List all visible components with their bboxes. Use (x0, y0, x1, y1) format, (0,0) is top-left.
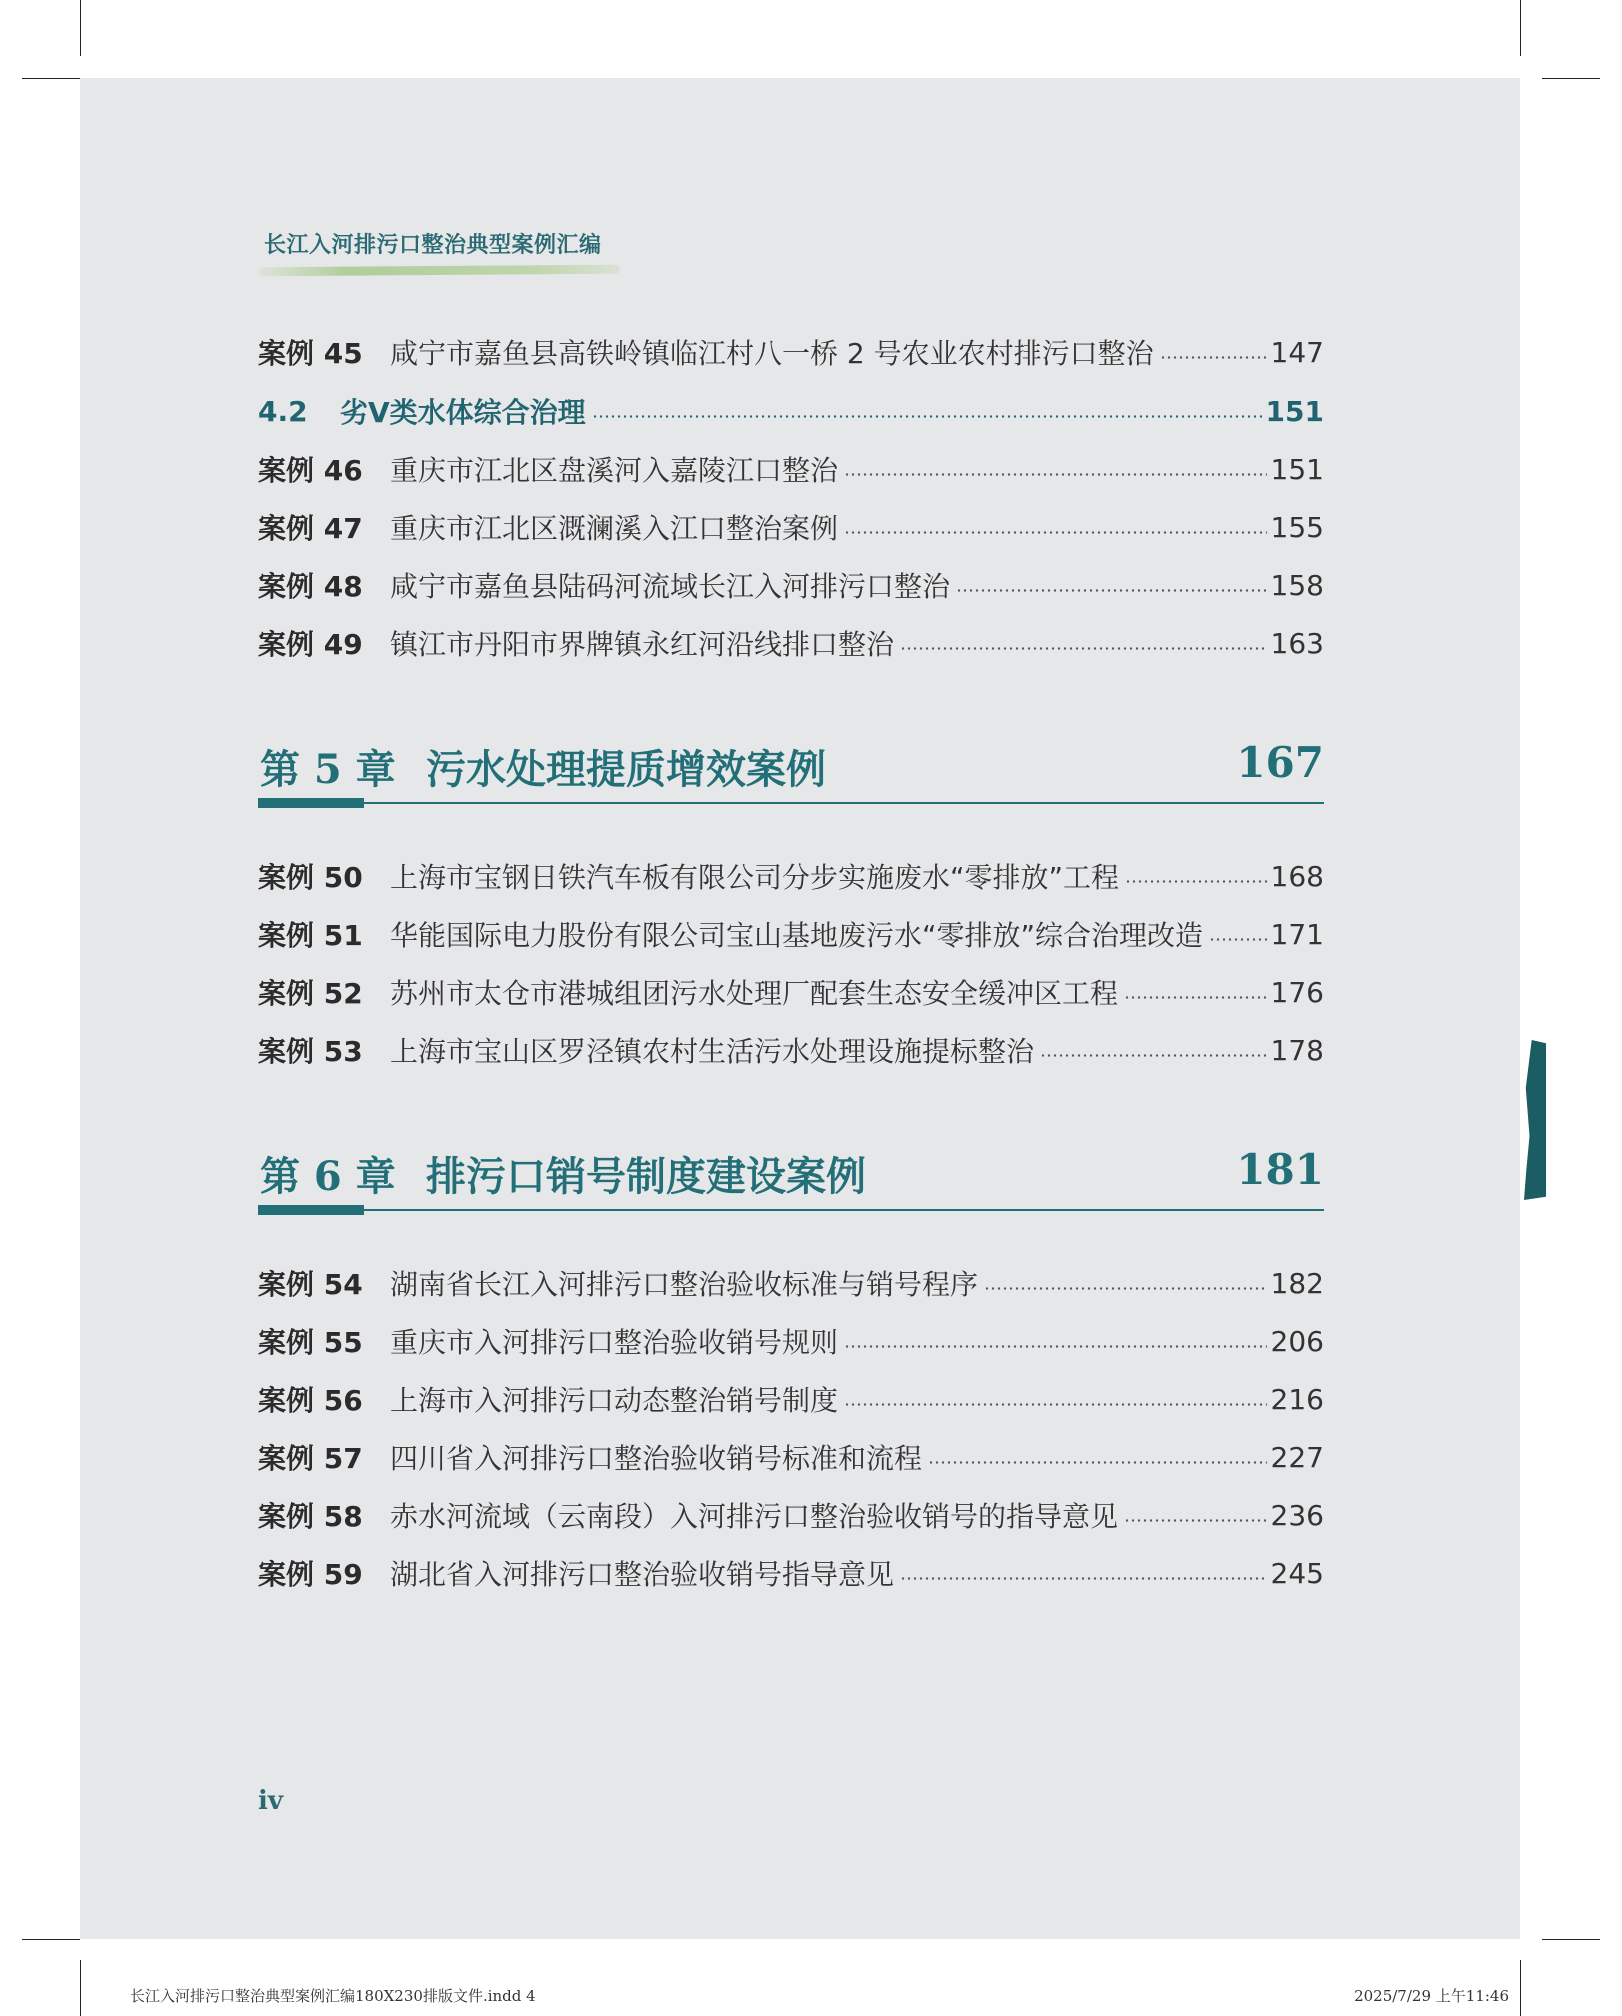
dot-leader (1124, 996, 1267, 999)
toc-case-number: 案例 56 (258, 1384, 363, 1417)
toc-case-number: 案例 53 (258, 1035, 363, 1068)
toc-entry[interactable] (258, 623, 1324, 663)
crop-mark (22, 78, 80, 79)
dot-leader (1209, 938, 1267, 941)
toc-title: 赤水河流域（云南段）入河排污口整治验收销号的指导意见 (390, 1500, 1119, 1533)
chapter-page-number: 181 (1236, 1145, 1324, 1194)
dot-leader (1040, 1054, 1267, 1057)
dot-leader (844, 531, 1267, 534)
dot-leader (844, 473, 1267, 476)
toc-case-number: 案例 50 (258, 861, 363, 894)
dot-leader (928, 1461, 1267, 1464)
toc-page-number: 176 (1270, 975, 1324, 1009)
toc-entry[interactable] (258, 1263, 1324, 1303)
toc-entry[interactable] (258, 449, 1324, 489)
chapter-title: 排污口销号制度建设案例 (426, 1153, 866, 1200)
toc-section-entry[interactable] (258, 391, 1324, 431)
toc-page-number: 147 (1270, 335, 1324, 369)
toc-entry[interactable] (258, 856, 1324, 896)
chapter-rule (258, 802, 1324, 804)
toc-title: 咸宁市嘉鱼县高铁岭镇临江村八一桥 2 号农业农村排污口整治 (390, 337, 1154, 370)
dot-leader (844, 1345, 1267, 1348)
toc-section-number: 4.2 (258, 394, 308, 428)
toc-entry[interactable] (258, 1030, 1324, 1070)
toc-entry[interactable] (258, 914, 1324, 954)
toc-title: 四川省入河排污口整治验收销号标准和流程 (390, 1442, 923, 1475)
dot-leader (1160, 356, 1267, 359)
toc-entry[interactable] (258, 1379, 1324, 1419)
toc-entry[interactable] (258, 332, 1324, 372)
toc-case-number: 案例 46 (258, 454, 363, 487)
toc-section-title: 劣Ⅴ类水体综合治理 (340, 396, 586, 429)
toc-case-number: 案例 58 (258, 1500, 363, 1533)
toc-title: 华能国际电力股份有限公司宝山基地废污水“零排放”综合治理改造 (390, 919, 1204, 952)
slug-datetime: 2025/7/29 上午11:46 (1354, 1987, 1509, 2005)
toc-case-number: 案例 55 (258, 1326, 363, 1359)
running-head: 长江入河排污口整治典型案例汇编 (264, 232, 602, 258)
slug-file-info: 长江入河排污口整治典型案例汇编180X230排版文件.indd 4 (130, 1987, 536, 2005)
chapter-6-heading[interactable] (258, 1145, 1324, 1217)
dot-leader (956, 589, 1267, 592)
toc-title: 重庆市入河排污口整治验收销号规则 (390, 1326, 839, 1359)
toc-case-number: 案例 45 (258, 337, 363, 370)
dot-leader (1125, 880, 1267, 883)
crop-mark (1542, 78, 1600, 79)
toc-page-number: 151 (1265, 394, 1324, 428)
dot-leader (844, 1403, 1267, 1406)
toc-page-number: 163 (1270, 626, 1324, 660)
chapter-rule (258, 1209, 1324, 1211)
toc-case-number: 案例 57 (258, 1442, 363, 1475)
toc-title: 重庆市江北区溉澜溪入江口整治案例 (390, 512, 839, 545)
toc-page-number: 171 (1270, 917, 1324, 951)
chapter-thumb-tab (1524, 1040, 1546, 1200)
toc-page-number: 158 (1270, 568, 1324, 602)
toc-page-number: 216 (1270, 1382, 1324, 1416)
toc-page-number: 151 (1270, 452, 1324, 486)
toc-title: 镇江市丹阳市界牌镇永红河沿线排口整治 (390, 628, 895, 661)
toc-title: 咸宁市嘉鱼县陆码河流域长江入河排污口整治 (390, 570, 951, 603)
toc-page-number: 227 (1270, 1440, 1324, 1474)
chapter-label: 第 6 章 (260, 1153, 396, 1200)
toc-title: 重庆市江北区盘溪河入嘉陵江口整治 (390, 454, 839, 487)
chapter-rule-accent (258, 1205, 364, 1215)
toc-case-number: 案例 59 (258, 1558, 363, 1591)
toc-case-number: 案例 52 (258, 977, 363, 1010)
page-folio: iv (258, 1786, 283, 1816)
dot-leader (900, 647, 1267, 650)
toc-title: 上海市入河排污口动态整治销号制度 (390, 1384, 839, 1417)
dot-leader (900, 1577, 1267, 1580)
toc-entry[interactable] (258, 972, 1324, 1012)
crop-mark (1520, 0, 1521, 56)
toc-entry[interactable] (258, 1553, 1324, 1593)
toc-page-number: 245 (1270, 1556, 1324, 1590)
toc-title: 苏州市太仓市港城组团污水处理厂配套生态安全缓冲区工程 (390, 977, 1119, 1010)
toc-title: 湖北省入河排污口整治验收销号指导意见 (390, 1558, 895, 1591)
crop-mark (1520, 1960, 1521, 2016)
toc-page-number: 178 (1270, 1033, 1324, 1067)
toc-title: 上海市宝钢日铁汽车板有限公司分步实施废水“零排放”工程 (390, 861, 1120, 894)
toc-title: 湖南省长江入河排污口整治验收标准与销号程序 (390, 1268, 979, 1301)
toc-title: 上海市宝山区罗泾镇农村生活污水处理设施提标整治 (390, 1035, 1035, 1068)
toc-page-number: 236 (1270, 1498, 1324, 1532)
toc-page-number: 155 (1270, 510, 1324, 544)
toc-entry[interactable] (258, 1495, 1324, 1535)
toc-case-number: 案例 51 (258, 919, 363, 952)
dot-leader (984, 1287, 1267, 1290)
toc-entry[interactable] (258, 507, 1324, 547)
toc-page-number: 182 (1270, 1266, 1324, 1300)
toc-case-number: 案例 47 (258, 512, 363, 545)
chapter-label: 第 5 章 (260, 746, 396, 793)
crop-mark (80, 1960, 81, 2016)
dot-leader (592, 415, 1262, 418)
dot-leader (1124, 1519, 1267, 1522)
chapter-5-heading[interactable] (258, 738, 1324, 810)
toc-case-number: 案例 49 (258, 628, 363, 661)
toc-entry[interactable] (258, 1437, 1324, 1477)
toc-entry[interactable] (258, 565, 1324, 605)
toc-case-number: 案例 54 (258, 1268, 363, 1301)
toc-entry[interactable] (258, 1321, 1324, 1361)
crop-mark (80, 0, 81, 56)
toc-page-number: 206 (1270, 1324, 1324, 1358)
toc-page-number: 168 (1270, 859, 1324, 893)
toc-case-number: 案例 48 (258, 570, 363, 603)
chapter-title: 污水处理提质增效案例 (426, 746, 826, 793)
chapter-rule-accent (258, 798, 364, 808)
crop-mark (22, 1939, 80, 1940)
chapter-page-number: 167 (1236, 738, 1324, 787)
crop-mark (1542, 1939, 1600, 1940)
